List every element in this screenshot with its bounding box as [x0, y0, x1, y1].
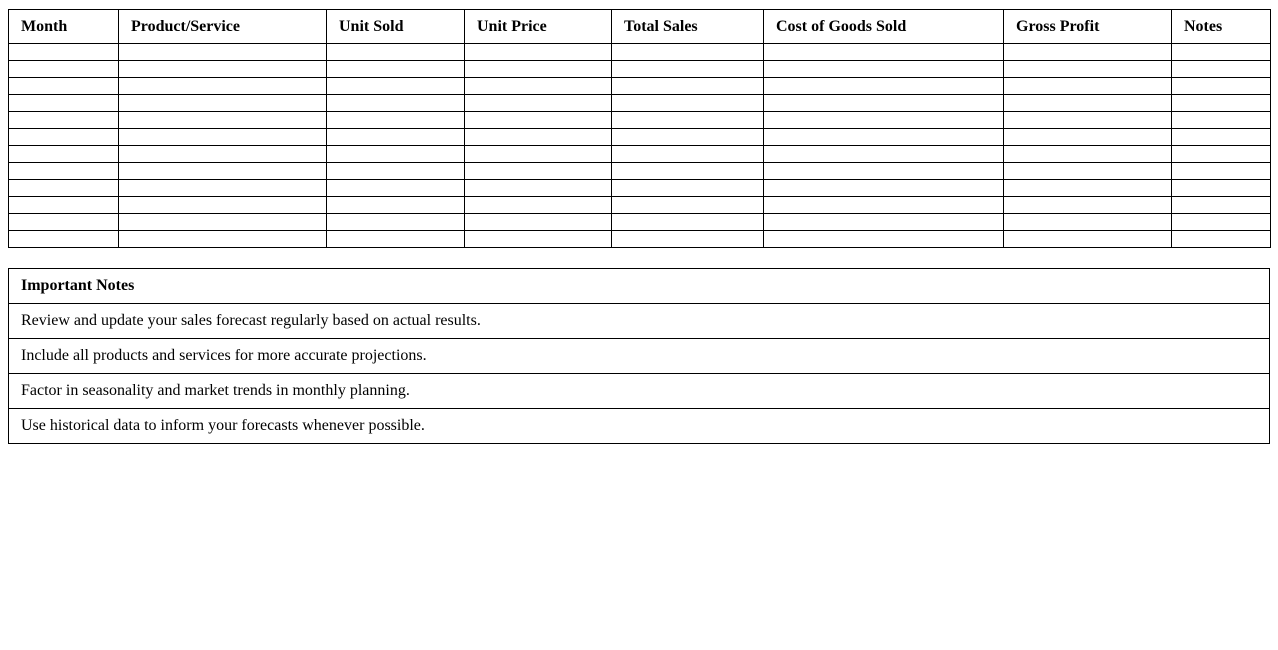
unit-sold-cell: [327, 197, 465, 214]
cost-of-goods-sold-cell: [764, 163, 1004, 180]
total-sales-cell: [612, 197, 764, 214]
note-item: Factor in seasonality and market trends in monthly planning.: [9, 374, 1270, 409]
unit-price-cell: [465, 197, 612, 214]
total-sales-cell: [612, 61, 764, 78]
table-row: [9, 214, 1271, 231]
note-item: Review and update your sales forecast regularly based on actual results.: [9, 304, 1270, 339]
table-row: [9, 129, 1271, 146]
note-row: [9, 339, 1270, 374]
table-row: [9, 44, 1271, 61]
gross-profit-cell: [1004, 44, 1172, 61]
column-header-total-sales: Total Sales: [612, 10, 764, 44]
unit-price-cell: [465, 163, 612, 180]
unit-sold-cell: [327, 44, 465, 61]
notes-cell: [1172, 146, 1271, 163]
notes-cell: [1172, 180, 1271, 197]
total-sales-cell: [612, 163, 764, 180]
notes-header: [9, 269, 1270, 304]
product-service-cell: [119, 231, 327, 248]
unit-price-cell: [465, 146, 612, 163]
gross-profit-cell: [1004, 78, 1172, 95]
gross-profit-cell: [1004, 129, 1172, 146]
note-item: Include all products and services for more accurate projections.: [9, 339, 1270, 374]
month-cell: [9, 78, 119, 95]
notes-cell: [1172, 112, 1271, 129]
unit-price-cell: [465, 214, 612, 231]
gross-profit-cell: [1004, 214, 1172, 231]
notes-cell: [1172, 61, 1271, 78]
table-row: [9, 163, 1271, 180]
unit-price-cell: [465, 112, 612, 129]
unit-price-cell: [465, 95, 612, 112]
month-cell: [9, 61, 119, 78]
unit-sold-cell: [327, 129, 465, 146]
unit-price-cell: [465, 61, 612, 78]
product-service-cell: [119, 112, 327, 129]
product-service-cell: [119, 129, 327, 146]
unit-sold-cell: [327, 78, 465, 95]
table-row: [9, 112, 1271, 129]
month-cell: [9, 197, 119, 214]
unit-price-cell: [465, 78, 612, 95]
notes-cell: [1172, 129, 1271, 146]
cost-of-goods-sold-cell: [764, 95, 1004, 112]
header-row: [9, 10, 1271, 44]
column-header-product-service: Product/Service: [119, 10, 327, 44]
sales-forecast-table: [8, 9, 1271, 248]
product-service-cell: [119, 146, 327, 163]
cost-of-goods-sold-cell: [764, 129, 1004, 146]
month-cell: [9, 231, 119, 248]
notes-cell: [1172, 44, 1271, 61]
product-service-cell: [119, 163, 327, 180]
column-header-gross-profit: Gross Profit: [1004, 10, 1172, 44]
gross-profit-cell: [1004, 112, 1172, 129]
table-row: [9, 180, 1271, 197]
cost-of-goods-sold-cell: [764, 231, 1004, 248]
table-row: [9, 197, 1271, 214]
cost-of-goods-sold-cell: [764, 197, 1004, 214]
cost-of-goods-sold-cell: [764, 214, 1004, 231]
table-row: [9, 95, 1271, 112]
unit-price-cell: [465, 180, 612, 197]
cost-of-goods-sold-cell: [764, 146, 1004, 163]
column-header-unit-sold: Unit Sold: [327, 10, 465, 44]
total-sales-cell: [612, 180, 764, 197]
month-cell: [9, 214, 119, 231]
notes-heading: Important Notes: [9, 269, 1270, 304]
cost-of-goods-sold-cell: [764, 112, 1004, 129]
product-service-cell: [119, 214, 327, 231]
unit-sold-cell: [327, 146, 465, 163]
unit-sold-cell: [327, 61, 465, 78]
notes-cell: [1172, 78, 1271, 95]
product-service-cell: [119, 44, 327, 61]
table-row: [9, 146, 1271, 163]
total-sales-cell: [612, 214, 764, 231]
cost-of-goods-sold-cell: [764, 78, 1004, 95]
gross-profit-cell: [1004, 231, 1172, 248]
notes-cell: [1172, 95, 1271, 112]
cost-of-goods-sold-cell: [764, 180, 1004, 197]
unit-sold-cell: [327, 163, 465, 180]
month-cell: [9, 129, 119, 146]
unit-sold-cell: [327, 231, 465, 248]
unit-price-cell: [465, 129, 612, 146]
table-row: [9, 231, 1271, 248]
column-header-unit-price: Unit Price: [465, 10, 612, 44]
note-item: Use historical data to inform your forecasts whenever possible.: [9, 409, 1270, 444]
month-cell: [9, 95, 119, 112]
unit-sold-cell: [327, 112, 465, 129]
total-sales-cell: [612, 112, 764, 129]
table-row: [9, 61, 1271, 78]
cost-of-goods-sold-cell: [764, 44, 1004, 61]
note-row: [9, 374, 1270, 409]
table-body: [9, 44, 1271, 248]
month-cell: [9, 112, 119, 129]
month-cell: [9, 180, 119, 197]
total-sales-cell: [612, 231, 764, 248]
gross-profit-cell: [1004, 146, 1172, 163]
cost-of-goods-sold-cell: [764, 61, 1004, 78]
table-row: [9, 78, 1271, 95]
product-service-cell: [119, 61, 327, 78]
total-sales-cell: [612, 129, 764, 146]
month-cell: [9, 44, 119, 61]
notes-header-row: [9, 269, 1270, 304]
notes-cell: [1172, 231, 1271, 248]
product-service-cell: [119, 78, 327, 95]
month-cell: [9, 146, 119, 163]
total-sales-cell: [612, 78, 764, 95]
unit-price-cell: [465, 231, 612, 248]
unit-price-cell: [465, 44, 612, 61]
column-header-cost-of-goods-sold: Cost of Goods Sold: [764, 10, 1004, 44]
note-row: [9, 409, 1270, 444]
gross-profit-cell: [1004, 197, 1172, 214]
gross-profit-cell: [1004, 61, 1172, 78]
notes-body: [9, 304, 1270, 444]
column-header-notes: Notes: [1172, 10, 1271, 44]
total-sales-cell: [612, 44, 764, 61]
gross-profit-cell: [1004, 163, 1172, 180]
gross-profit-cell: [1004, 180, 1172, 197]
total-sales-cell: [612, 95, 764, 112]
unit-sold-cell: [327, 214, 465, 231]
product-service-cell: [119, 197, 327, 214]
unit-sold-cell: [327, 180, 465, 197]
notes-cell: [1172, 197, 1271, 214]
note-row: [9, 304, 1270, 339]
notes-cell: [1172, 214, 1271, 231]
product-service-cell: [119, 95, 327, 112]
month-cell: [9, 163, 119, 180]
table-header: [9, 10, 1271, 44]
gross-profit-cell: [1004, 95, 1172, 112]
notes-cell: [1172, 163, 1271, 180]
total-sales-cell: [612, 146, 764, 163]
important-notes-table: [8, 268, 1270, 444]
product-service-cell: [119, 180, 327, 197]
column-header-month: Month: [9, 10, 119, 44]
unit-sold-cell: [327, 95, 465, 112]
